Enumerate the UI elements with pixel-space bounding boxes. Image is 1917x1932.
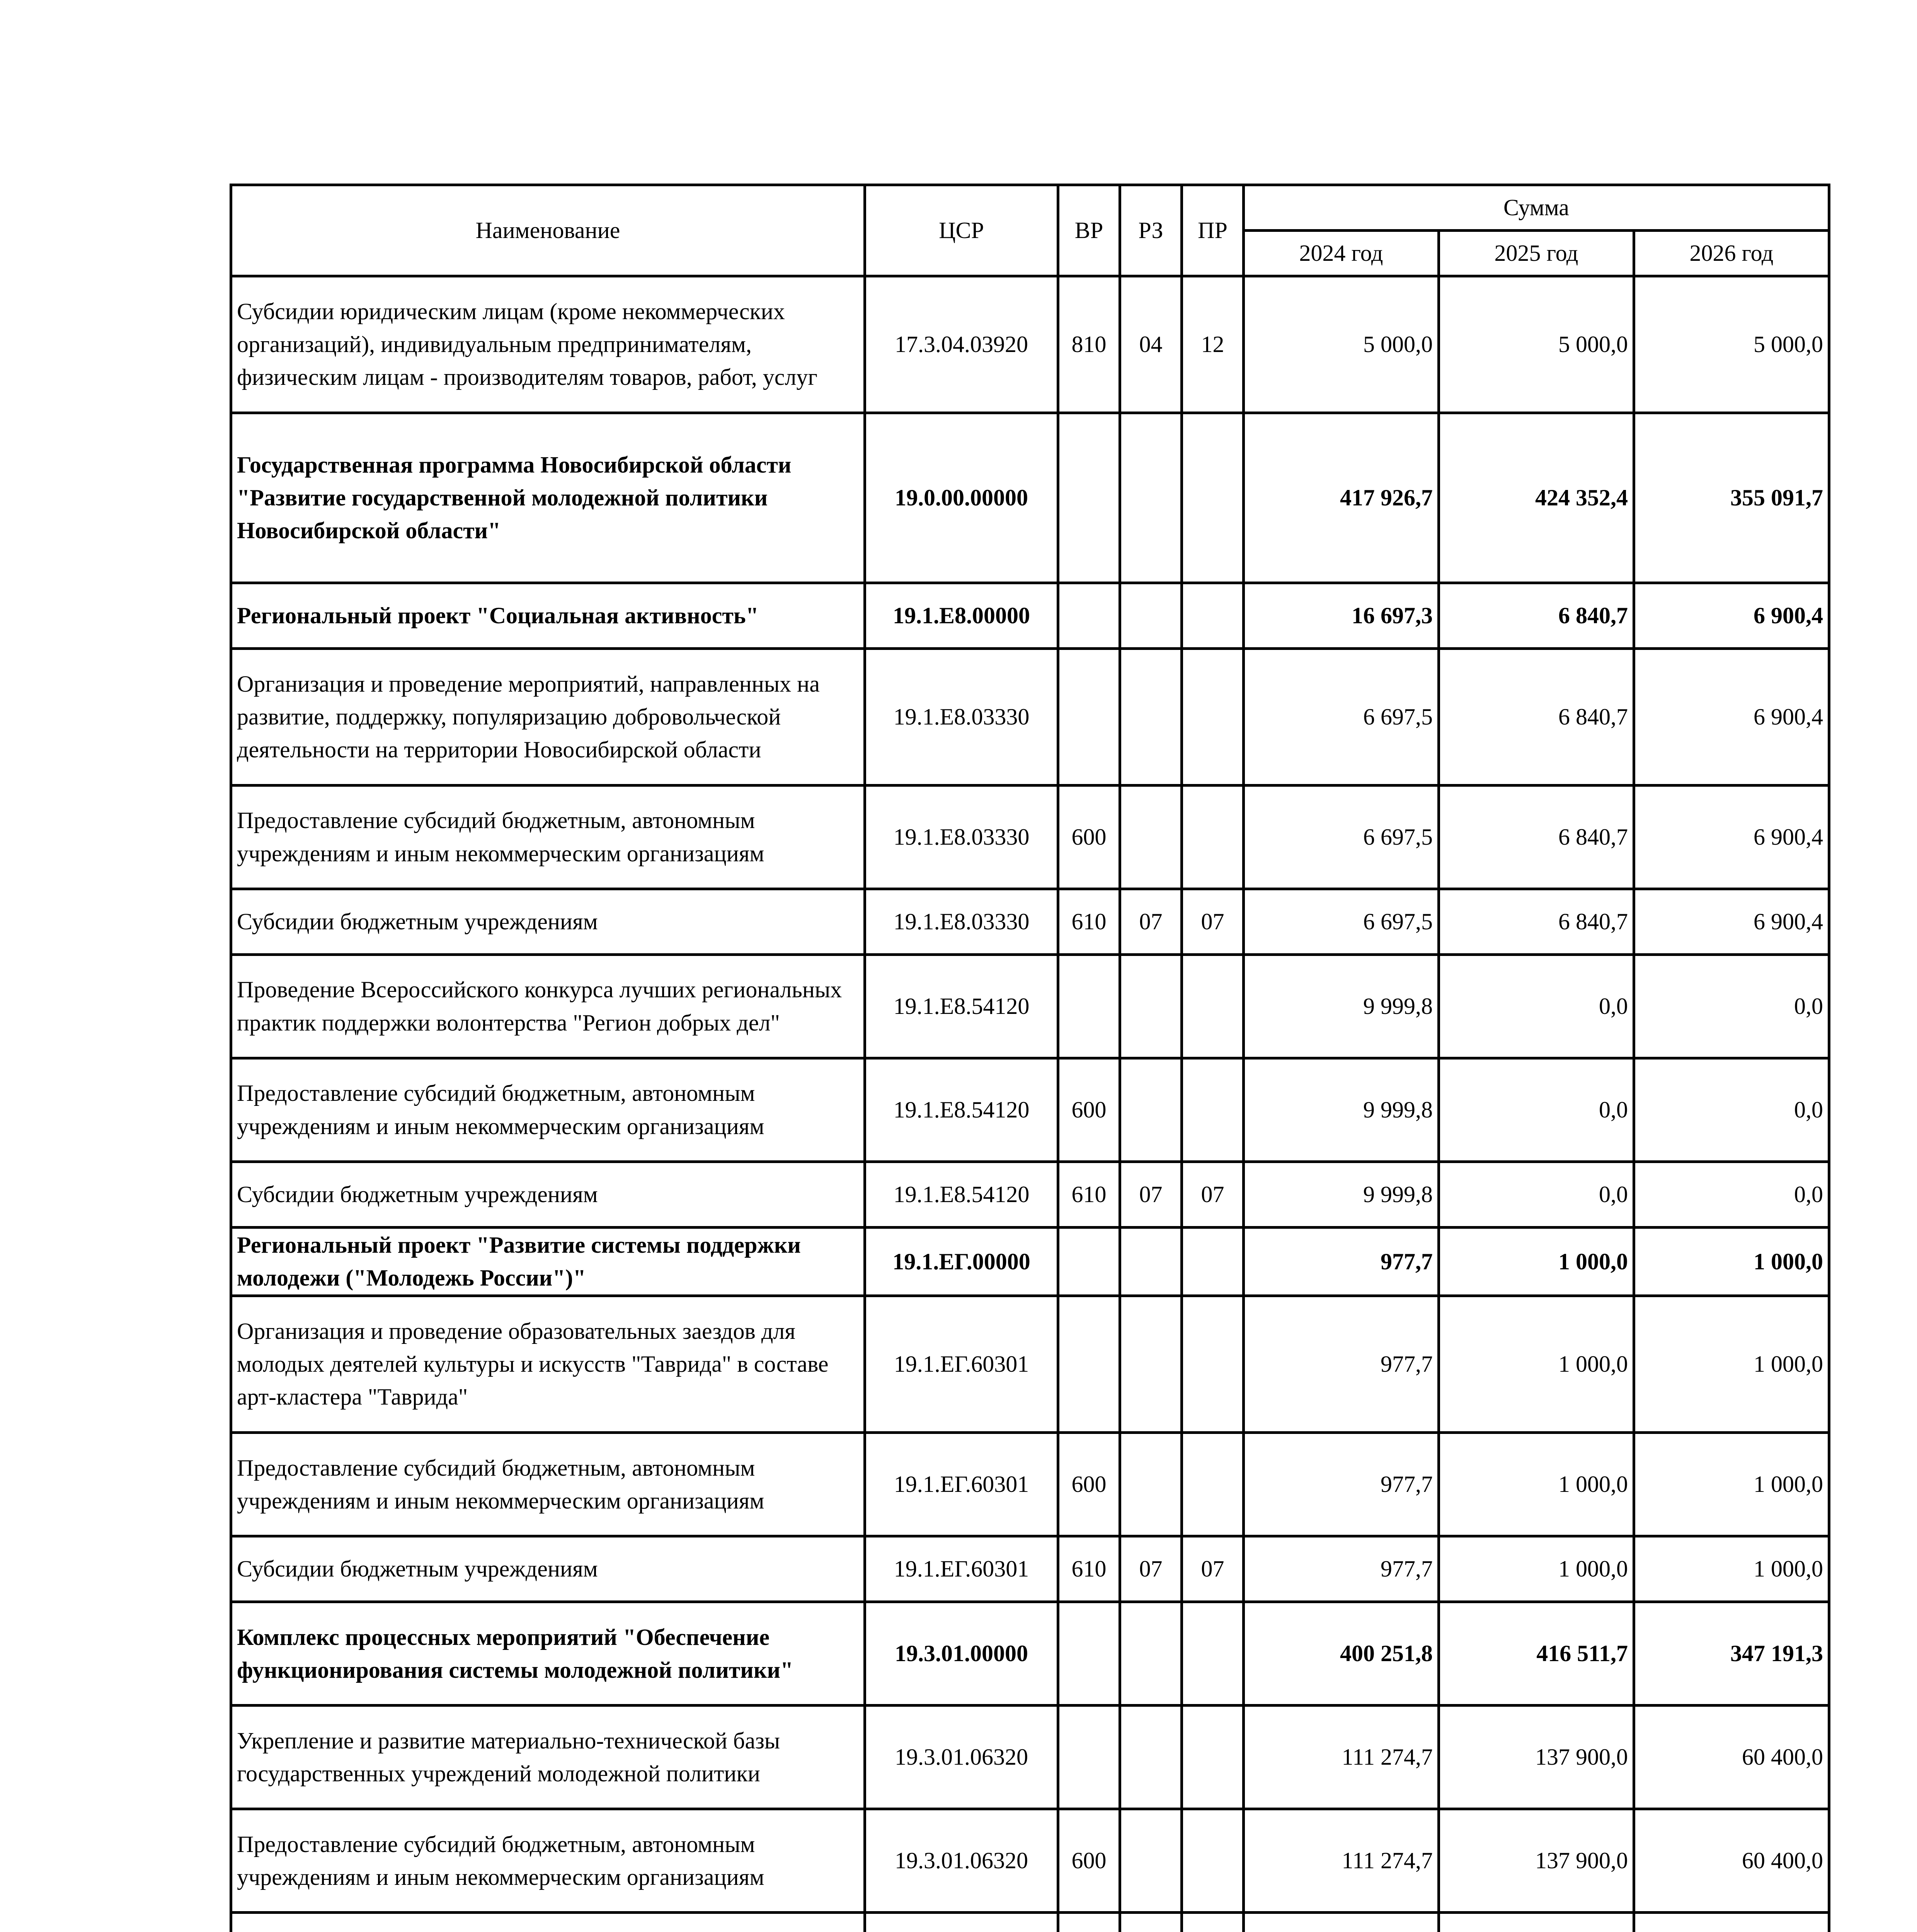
row-name: Предоставление субсидий бюджетным, автономным учреждениям и иным некоммерческим организациям [231,786,865,889]
row-amount-2025: 6 840,7 [1439,786,1634,889]
row-amount-2026: 1 000,0 [1634,1536,1829,1602]
row-amount-2025: 1 000,0 [1439,1433,1634,1536]
row-vr: 610 [1058,889,1120,955]
row-csr: 19.1.E8.54120 [865,955,1058,1058]
row-amount-2026: 60 400,0 [1634,1706,1829,1809]
row-amount-2025: 1 000,0 [1439,1536,1634,1602]
table-row [231,1162,1829,1228]
row-amount-2026 [1634,1913,1829,1932]
row-name: Предоставление субсидий бюджетным, автономным учреждениям и иным некоммерческим организациям [231,1433,865,1536]
row-rz: 04 [1120,276,1182,413]
row-rz [1120,1228,1182,1296]
row-vr [1058,1913,1120,1932]
row-vr [1058,955,1120,1058]
table-row [231,786,1829,889]
header-csr: ЦСР [865,185,1058,276]
row-amount-2026: 5 000,0 [1634,276,1829,413]
row-rz [1120,786,1182,889]
row-pr [1182,1913,1244,1932]
header-pr: ПР [1182,185,1244,276]
row-pr [1182,649,1244,786]
row-csr: 19.1.EГ.00000 [865,1228,1058,1296]
row-rz: 07 [1120,1536,1182,1602]
row-vr: 600 [1058,1058,1120,1162]
row-csr: 17.3.04.03920 [865,276,1058,413]
row-vr: 600 [1058,786,1120,889]
row-amount-2025: 0,0 [1439,1162,1634,1228]
table-row [231,1228,1829,1296]
row-name: Субсидии бюджетным учреждениям [231,1536,865,1602]
header-year-2024: 2024 год [1244,231,1439,276]
row-amount-2024: 977,7 [1244,1228,1439,1296]
header-name: Наименование [231,185,865,276]
row-name: Предоставление субсидий бюджетным, автономным учреждениям и иным некоммерческим организациям [231,1058,865,1162]
table-row [231,1706,1829,1809]
row-vr [1058,649,1120,786]
table-body [231,276,1829,1932]
row-name: Субсидии бюджетным учреждениям [231,889,865,955]
row-pr [1182,955,1244,1058]
header-rz: РЗ [1120,185,1182,276]
table-row [231,413,1829,583]
row-name: Укрепление и развитие материально-технической базы государственных учреждений молодежной политики [231,1706,865,1809]
row-vr [1058,413,1120,583]
table-row [231,1058,1829,1162]
row-vr [1058,1228,1120,1296]
row-amount-2025: 416 511,7 [1439,1602,1634,1706]
table-row [231,583,1829,649]
row-csr: 19.1.E8.03330 [865,889,1058,955]
table-row [231,955,1829,1058]
table-row [231,1913,1829,1932]
row-name: Государственная программа Новосибирской области "Развитие государственной молодежной политики Новосибирской области" [231,413,865,583]
row-vr [1058,583,1120,649]
row-rz [1120,1058,1182,1162]
row-rz [1120,1433,1182,1536]
row-amount-2024: 111 274,7 [1244,1706,1439,1809]
row-name: Организация и проведение мероприятий, направленных на развитие, поддержку, популяризацию добровольческой деятельности на территории Новосибирской области [231,649,865,786]
row-csr [865,1913,1058,1932]
row-name: Региональный проект "Развитие системы поддержки молодежи ("Молодежь России")" [231,1228,865,1296]
row-amount-2025: 5 000,0 [1439,276,1634,413]
row-pr [1182,1602,1244,1706]
row-amount-2025: 6 840,7 [1439,583,1634,649]
row-name: Проведение Всероссийского конкурса лучших региональных практик поддержки волонтерства "Регион добрых дел" [231,955,865,1058]
row-amount-2024: 400 251,8 [1244,1602,1439,1706]
row-pr [1182,1706,1244,1809]
table-row [231,1536,1829,1602]
row-csr: 19.1.E8.03330 [865,649,1058,786]
row-amount-2024: 111 274,7 [1244,1809,1439,1913]
row-vr: 600 [1058,1809,1120,1913]
row-csr: 19.1.EГ.60301 [865,1296,1058,1433]
row-rz [1120,1706,1182,1809]
row-pr [1182,1809,1244,1913]
row-amount-2024: 9 999,8 [1244,955,1439,1058]
row-vr: 810 [1058,276,1120,413]
header-year-2026: 2026 год [1634,231,1829,276]
row-amount-2026: 0,0 [1634,1162,1829,1228]
row-amount-2025 [1439,1913,1634,1932]
row-amount-2026: 1 000,0 [1634,1228,1829,1296]
row-csr: 19.3.01.06320 [865,1706,1058,1809]
row-rz [1120,583,1182,649]
header-sum: Сумма [1244,185,1829,231]
table-row [231,1809,1829,1913]
row-pr: 12 [1182,276,1244,413]
row-amount-2025: 0,0 [1439,1058,1634,1162]
row-amount-2026: 0,0 [1634,955,1829,1058]
row-amount-2024: 417 926,7 [1244,413,1439,583]
row-csr: 19.3.01.06320 [865,1809,1058,1913]
header-vr: ВР [1058,185,1120,276]
row-amount-2025: 137 900,0 [1439,1809,1634,1913]
row-amount-2024 [1244,1913,1439,1932]
row-amount-2026: 6 900,4 [1634,889,1829,955]
row-amount-2025: 137 900,0 [1439,1706,1634,1809]
row-vr [1058,1296,1120,1433]
row-rz [1120,649,1182,786]
row-name: Субсидии юридическим лицам (кроме некоммерческих организаций), индивидуальным предпринимателям, физическим лицам - производителям товаров, работ, услуг [231,276,865,413]
row-amount-2025: 0,0 [1439,955,1634,1058]
row-rz [1120,413,1182,583]
row-amount-2025: 6 840,7 [1439,649,1634,786]
row-csr: 19.3.01.00000 [865,1602,1058,1706]
row-pr [1182,786,1244,889]
row-rz [1120,955,1182,1058]
row-name: Региональный проект "Социальная активность" [231,583,865,649]
row-amount-2024: 977,7 [1244,1536,1439,1602]
row-csr: 19.1.E8.54120 [865,1058,1058,1162]
row-amount-2024: 9 999,8 [1244,1058,1439,1162]
row-amount-2026: 6 900,4 [1634,649,1829,786]
row-pr [1182,1433,1244,1536]
row-amount-2025: 1 000,0 [1439,1228,1634,1296]
row-amount-2025: 424 352,4 [1439,413,1634,583]
row-vr [1058,1602,1120,1706]
row-amount-2026: 1 000,0 [1634,1433,1829,1536]
row-pr [1182,1296,1244,1433]
row-amount-2026: 60 400,0 [1634,1809,1829,1913]
row-name: Предоставление субсидий бюджетным, автономным учреждениям и иным некоммерческим организациям [231,1809,865,1913]
row-csr: 19.1.EГ.60301 [865,1433,1058,1536]
row-rz: 07 [1120,889,1182,955]
row-name: Организация и проведение образовательных заездов для молодых деятелей культуры и искусств "Таврида" в составе арт-кластера "Таврида" [231,1296,865,1433]
row-amount-2026: 0,0 [1634,1058,1829,1162]
table-row [231,1296,1829,1433]
row-csr: 19.1.E8.00000 [865,583,1058,649]
row-amount-2026: 347 191,3 [1634,1602,1829,1706]
header-year-2025: 2025 год [1439,231,1634,276]
row-pr: 07 [1182,889,1244,955]
row-amount-2024: 16 697,3 [1244,583,1439,649]
row-rz [1120,1602,1182,1706]
row-amount-2024: 9 999,8 [1244,1162,1439,1228]
row-rz [1120,1809,1182,1913]
table-row [231,889,1829,955]
table-row [231,276,1829,413]
row-amount-2024: 6 697,5 [1244,649,1439,786]
row-amount-2026: 6 900,4 [1634,786,1829,889]
row-csr: 19.1.E8.54120 [865,1162,1058,1228]
row-name: Комплекс процессных мероприятий "Обеспечение функционирования системы молодежной политики" [231,1602,865,1706]
row-amount-2024: 977,7 [1244,1433,1439,1536]
row-rz: 07 [1120,1162,1182,1228]
table-row [231,1602,1829,1706]
row-pr [1182,413,1244,583]
row-rz [1120,1296,1182,1433]
row-amount-2024: 977,7 [1244,1296,1439,1433]
row-pr: 07 [1182,1536,1244,1602]
table-row [231,1433,1829,1536]
row-vr: 600 [1058,1433,1120,1536]
row-pr [1182,1228,1244,1296]
row-amount-2024: 6 697,5 [1244,786,1439,889]
row-vr: 610 [1058,1162,1120,1228]
row-pr [1182,1058,1244,1162]
row-name: Субсидии бюджетным учреждениям [231,1162,865,1228]
row-name [231,1913,865,1932]
row-vr: 610 [1058,1536,1120,1602]
row-pr [1182,583,1244,649]
table-row [231,649,1829,786]
row-amount-2024: 6 697,5 [1244,889,1439,955]
row-amount-2026: 355 091,7 [1634,413,1829,583]
row-csr: 19.0.00.00000 [865,413,1058,583]
row-csr: 19.1.E8.03330 [865,786,1058,889]
row-vr [1058,1706,1120,1809]
budget-table [230,184,1830,1932]
row-csr: 19.1.EГ.60301 [865,1536,1058,1602]
row-pr: 07 [1182,1162,1244,1228]
row-amount-2026: 6 900,4 [1634,583,1829,649]
row-amount-2026: 1 000,0 [1634,1296,1829,1433]
row-amount-2024: 5 000,0 [1244,276,1439,413]
row-amount-2025: 6 840,7 [1439,889,1634,955]
row-amount-2025: 1 000,0 [1439,1296,1634,1433]
row-rz [1120,1913,1182,1932]
